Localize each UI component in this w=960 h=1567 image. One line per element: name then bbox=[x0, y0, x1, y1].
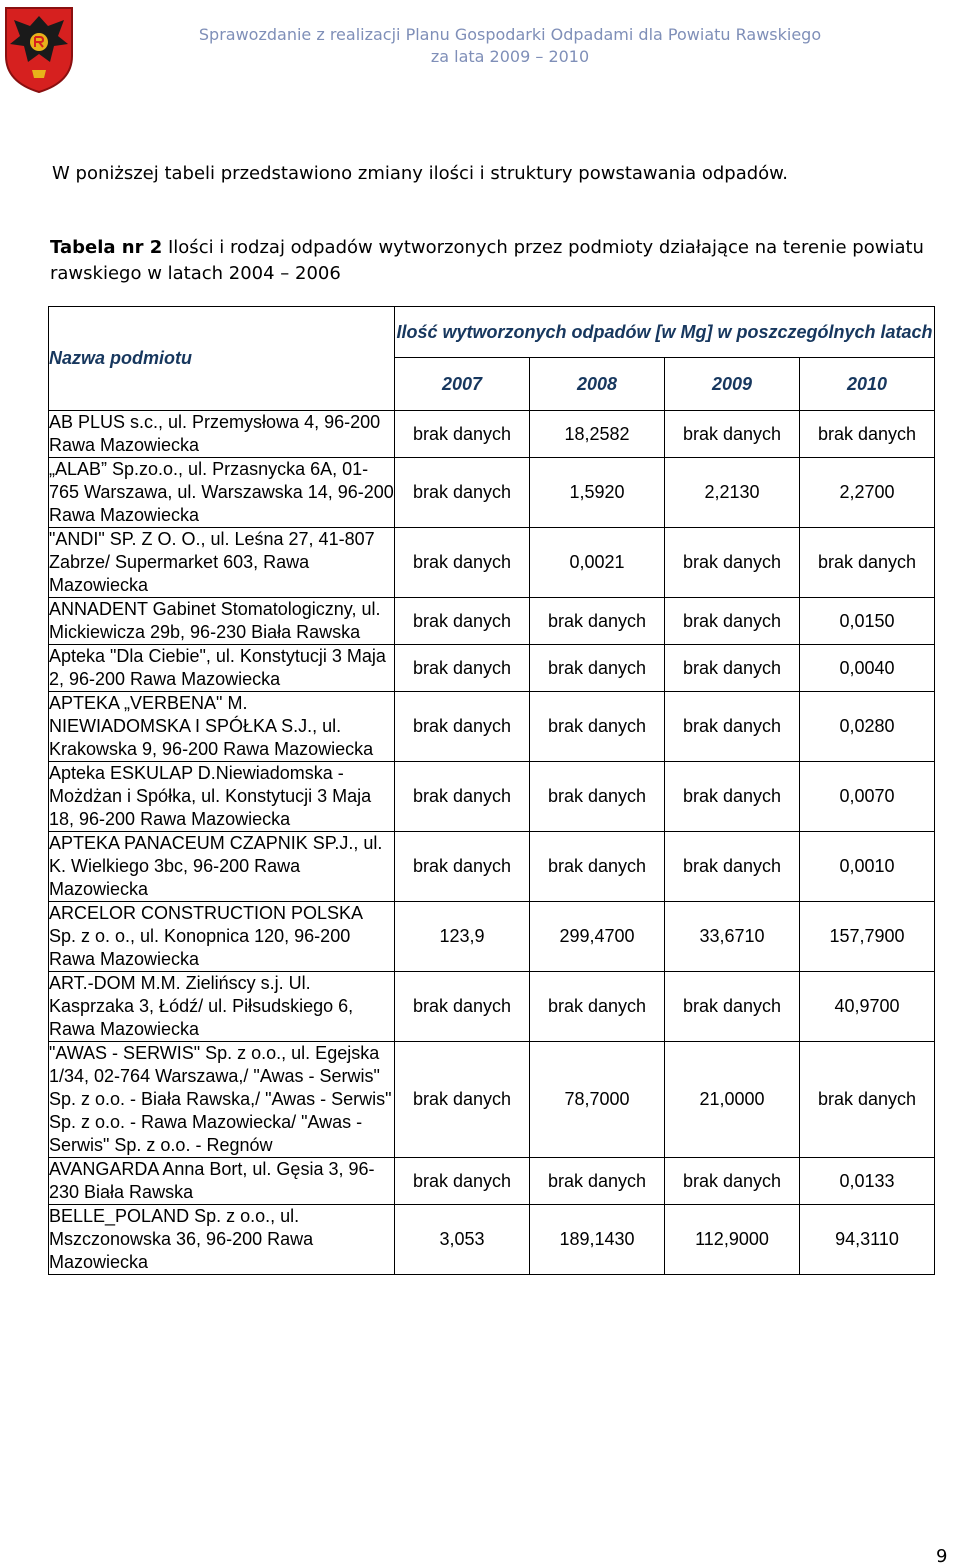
waste-table bbox=[48, 306, 935, 1275]
value-cell: brak danych bbox=[395, 762, 530, 832]
table-caption-text: Ilości i rodzaj odpadów wytworzonych przez podmioty działające na terenie powiatu rawskiego w latach 2004 – 2006 bbox=[50, 237, 924, 284]
value-cell: 18,2582 bbox=[530, 411, 665, 458]
page-number: 9 bbox=[936, 1546, 948, 1567]
entity-name-cell: ANNADENT Gabinet Stomatologiczny, ul. Mickiewicza 29b, 96-230 Biała Rawska bbox=[49, 598, 395, 645]
entity-name-cell: BELLE_POLAND Sp. z o.o., ul. Mszczonowska 36, 96-200 Rawa Mazowiecka bbox=[49, 1205, 395, 1275]
value-cell: 3,053 bbox=[395, 1205, 530, 1275]
table-body bbox=[49, 411, 935, 1275]
header-title-line2: za lata 2009 – 2010 bbox=[430, 47, 590, 66]
table-row bbox=[49, 762, 935, 832]
table-row bbox=[49, 972, 935, 1042]
value-cell: 40,9700 bbox=[800, 972, 935, 1042]
table-row bbox=[49, 1042, 935, 1158]
value-cell: brak danych bbox=[530, 692, 665, 762]
value-cell: brak danych bbox=[665, 972, 800, 1042]
value-cell: 94,3110 bbox=[800, 1205, 935, 1275]
value-cell: brak danych bbox=[665, 598, 800, 645]
value-cell: brak danych bbox=[530, 645, 665, 692]
table-caption bbox=[50, 235, 955, 287]
value-cell: 123,9 bbox=[395, 902, 530, 972]
value-cell: 0,0021 bbox=[530, 528, 665, 598]
column-header-quantity: Ilość wytworzonych odpadów [w Mg] w poszczególnych latach bbox=[395, 307, 935, 358]
entity-name-cell: AB PLUS s.c., ul. Przemysłowa 4, 96-200 Rawa Mazowiecka bbox=[49, 411, 395, 458]
value-cell: 0,0133 bbox=[800, 1158, 935, 1205]
value-cell: brak danych bbox=[395, 411, 530, 458]
value-cell: brak danych bbox=[800, 528, 935, 598]
table-row bbox=[49, 645, 935, 692]
value-cell: brak danych bbox=[395, 1158, 530, 1205]
entity-name-cell: „ALAB” Sp.zo.o., ul. Przasnycka 6A, 01-765 Warszawa, ul. Warszawska 14, 96-200 Rawa Mazowiecka bbox=[49, 458, 395, 528]
table-caption-label: Tabela nr 2 bbox=[50, 237, 163, 258]
value-cell: brak danych bbox=[665, 1158, 800, 1205]
value-cell: 2,2130 bbox=[665, 458, 800, 528]
entity-name-cell: Apteka "Dla Ciebie", ul. Konstytucji 3 Maja 2, 96-200 Rawa Mazowiecka bbox=[49, 645, 395, 692]
value-cell: 21,0000 bbox=[665, 1042, 800, 1158]
value-cell: 78,7000 bbox=[530, 1042, 665, 1158]
value-cell: brak danych bbox=[800, 1042, 935, 1158]
value-cell: brak danych bbox=[530, 598, 665, 645]
year-header: 2008 bbox=[530, 358, 665, 411]
value-cell: brak danych bbox=[665, 645, 800, 692]
table-row bbox=[49, 458, 935, 528]
value-cell: 299,4700 bbox=[530, 902, 665, 972]
table-row bbox=[49, 1205, 935, 1275]
value-cell: brak danych bbox=[395, 832, 530, 902]
entity-name-cell: APTEKA PANACEUM CZAPNIK SP.J., ul. K. Wielkiego 3bc, 96-200 Rawa Mazowiecka bbox=[49, 832, 395, 902]
value-cell: brak danych bbox=[395, 598, 530, 645]
table-row bbox=[49, 902, 935, 972]
year-header: 2007 bbox=[395, 358, 530, 411]
entity-name-cell: "AWAS - SERWIS" Sp. z o.o., ul. Egejska 1/34, 02-764 Warszawa,/ "Awas - Serwis" Sp. z o.o. - Biała Rawska,/ "Awas - Serwis" Sp. z o.o. - Rawa Mazowiecka/ "Awas - Serwis" Sp. z o.o. - Regnów bbox=[49, 1042, 395, 1158]
year-header: 2010 bbox=[800, 358, 935, 411]
table-row bbox=[49, 528, 935, 598]
entity-name-cell: Apteka ESKULAP D.Niewiadomska - Możdżan i Spółka, ul. Konstytucji 3 Maja 18, 96-200 Rawa Mazowiecka bbox=[49, 762, 395, 832]
value-cell: brak danych bbox=[395, 692, 530, 762]
document-header bbox=[190, 24, 830, 68]
entity-name-cell: APTEKA „VERBENA" M. NIEWIADOMSKA I SPÓŁKA S.J., ul. Krakowska 9, 96-200 Rawa Mazowiecka bbox=[49, 692, 395, 762]
value-cell: brak danych bbox=[665, 411, 800, 458]
value-cell: 0,0040 bbox=[800, 645, 935, 692]
table-row bbox=[49, 692, 935, 762]
column-header-name: Nazwa podmiotu bbox=[49, 307, 395, 411]
table-row bbox=[49, 598, 935, 645]
value-cell: brak danych bbox=[530, 1158, 665, 1205]
value-cell: 0,0150 bbox=[800, 598, 935, 645]
header-title-line1: Sprawozdanie z realizacji Planu Gospodarki Odpadami dla Powiatu Rawskiego bbox=[198, 25, 822, 44]
value-cell: 0,0280 bbox=[800, 692, 935, 762]
coat-of-arms-icon bbox=[2, 4, 76, 94]
value-cell: 189,1430 bbox=[530, 1205, 665, 1275]
value-cell: brak danych bbox=[665, 832, 800, 902]
entity-name-cell: AVANGARDA Anna Bort, ul. Gęsia 3, 96-230 Biała Rawska bbox=[49, 1158, 395, 1205]
intro-paragraph: W poniższej tabeli przedstawiono zmiany ilości i struktury powstawania odpadów. bbox=[52, 163, 788, 184]
value-cell: 1,5920 bbox=[530, 458, 665, 528]
value-cell: brak danych bbox=[665, 762, 800, 832]
value-cell: brak danych bbox=[530, 762, 665, 832]
value-cell: 0,0070 bbox=[800, 762, 935, 832]
table-row bbox=[49, 832, 935, 902]
value-cell: brak danych bbox=[530, 972, 665, 1042]
value-cell: brak danych bbox=[530, 832, 665, 902]
value-cell: brak danych bbox=[395, 458, 530, 528]
value-cell: brak danych bbox=[395, 1042, 530, 1158]
value-cell: brak danych bbox=[665, 692, 800, 762]
value-cell: brak danych bbox=[800, 411, 935, 458]
value-cell: 112,9000 bbox=[665, 1205, 800, 1275]
entity-name-cell: "ANDI" SP. Z O. O., ul. Leśna 27, 41-807 Zabrze/ Supermarket 603, Rawa Mazowiecka bbox=[49, 528, 395, 598]
table-row bbox=[49, 1158, 935, 1205]
entity-name-cell: ARCELOR CONSTRUCTION POLSKA Sp. z o. o., ul. Konopnica 120, 96-200 Rawa Mazowiecka bbox=[49, 902, 395, 972]
entity-name-cell: ART.-DOM M.M. Zielińscy s.j. Ul. Kasprzaka 3, Łódź/ ul. Piłsudskiego 6, Rawa Mazowiecka bbox=[49, 972, 395, 1042]
year-header: 2009 bbox=[665, 358, 800, 411]
value-cell: 0,0010 bbox=[800, 832, 935, 902]
value-cell: brak danych bbox=[665, 528, 800, 598]
value-cell: brak danych bbox=[395, 528, 530, 598]
value-cell: brak danych bbox=[395, 972, 530, 1042]
table-row bbox=[49, 411, 935, 458]
value-cell: 33,6710 bbox=[665, 902, 800, 972]
value-cell: 2,2700 bbox=[800, 458, 935, 528]
value-cell: brak danych bbox=[395, 645, 530, 692]
value-cell: 157,7900 bbox=[800, 902, 935, 972]
